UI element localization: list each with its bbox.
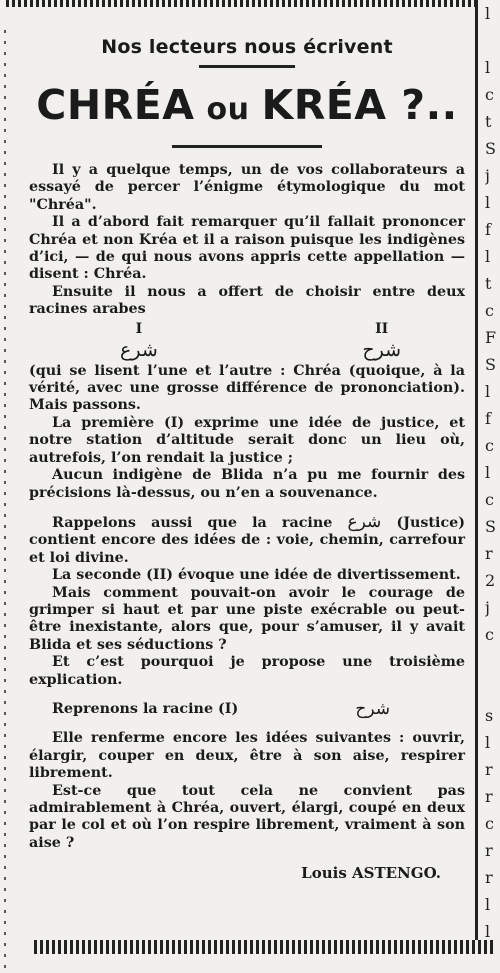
headline-rule [172,145,322,148]
paragraph-2: Il a d’abord fait remarquer qu’il fallait prononcer Chréa et non Kréa et il a raison puisque les indigènes d’ici, — de qui nous avons appris cette appellation — disent : Chréa. [29,214,465,283]
article-title [29,82,465,133]
paragraph-7-end: (Justice) contient encore des idées de : voie, chemin, carrefour et loi divine. [29,514,466,566]
bottom-dashed-rule [34,940,496,954]
paragraph-4: (qui se lisent l’une et l’autre : Chréa (quoique, à la vérité, avec une grosse différence de prononciation). Mais passons. [29,362,465,414]
paragraph-12: Elle renferme encore les idées suivantes : ouvrir, élargir, couper en deux, être à son aise, respirer librement. [29,730,465,782]
paragraph-9: Mais comment pouvait-on avoir le courage de grimper si haut et par une piste exécrable ou peut-être inexistante, alors que, pour s’amuser, il y avait Blida et ses séductions ? [29,584,465,653]
root-2-arabic: شرح [362,338,401,361]
paragraph-3: Ensuite il nous a offert de choisir entre deux racines arabes [29,283,465,318]
paragraph-7-arabic: شرع [347,511,382,532]
article [29,36,465,882]
left-dotted-border [4,30,6,970]
section-kicker: Nos lecteurs nous écrivent [101,36,393,58]
paragraph-8: La seconde (II) évoque une idée de divertissement. [52,567,461,584]
kicker-rule [199,65,295,68]
root-2-numeral: II [375,320,389,337]
paragraph-10: Et c’est pourquoi je propose une troisième explication. [29,654,465,688]
top-dashed-rule [6,0,476,7]
root-1 [120,322,158,363]
paragraph-11-arabic: شرح [355,698,390,719]
root-2 [362,322,401,363]
paragraph-6: Aucun indigène de Blida n’a pu me fournir des précisions là-dessus, ou n’en a souvenance. [29,467,465,501]
paragraph-5: La première (I) exprime une idée de justice, et notre station d’altitude serait donc un lieu où, autrefois, l’on rendait la justice ; [29,414,465,466]
article-body [29,162,465,852]
paragraph-11 [29,698,465,719]
root-1-numeral: I [135,320,143,337]
root-1-arabic: شرع [120,338,158,361]
adjacent-column-fragment: l l c t S j l f l t c F S l f c l c S r 2 j c s l r r c r r l l [485,4,497,940]
column-divider [475,0,478,940]
title-part2: KRÉA ?.. [261,81,458,129]
paragraph-7-start: Rappelons aussi que la racine [52,514,333,531]
paragraph-7 [29,511,466,567]
arabic-roots [29,322,465,363]
paragraph-13: Est-ce que tout cela ne convient pas admirablement à Chréa, ouvert, élargi, coupé en deux par le col et où l’on respire librement, vraiment à son aise ? [29,782,465,851]
title-ou: ou [206,92,250,127]
paragraph-1: Il y a quelque temps, un de vos collaborateurs a essayé de percer l’énigme étymologique du mot "Chréa". [29,162,465,213]
paragraph-11-text: Reprenons la racine (I) [52,700,239,717]
title-part1: CHRÉA [36,81,195,129]
author-signature: Louis ASTENGO. [301,864,441,883]
